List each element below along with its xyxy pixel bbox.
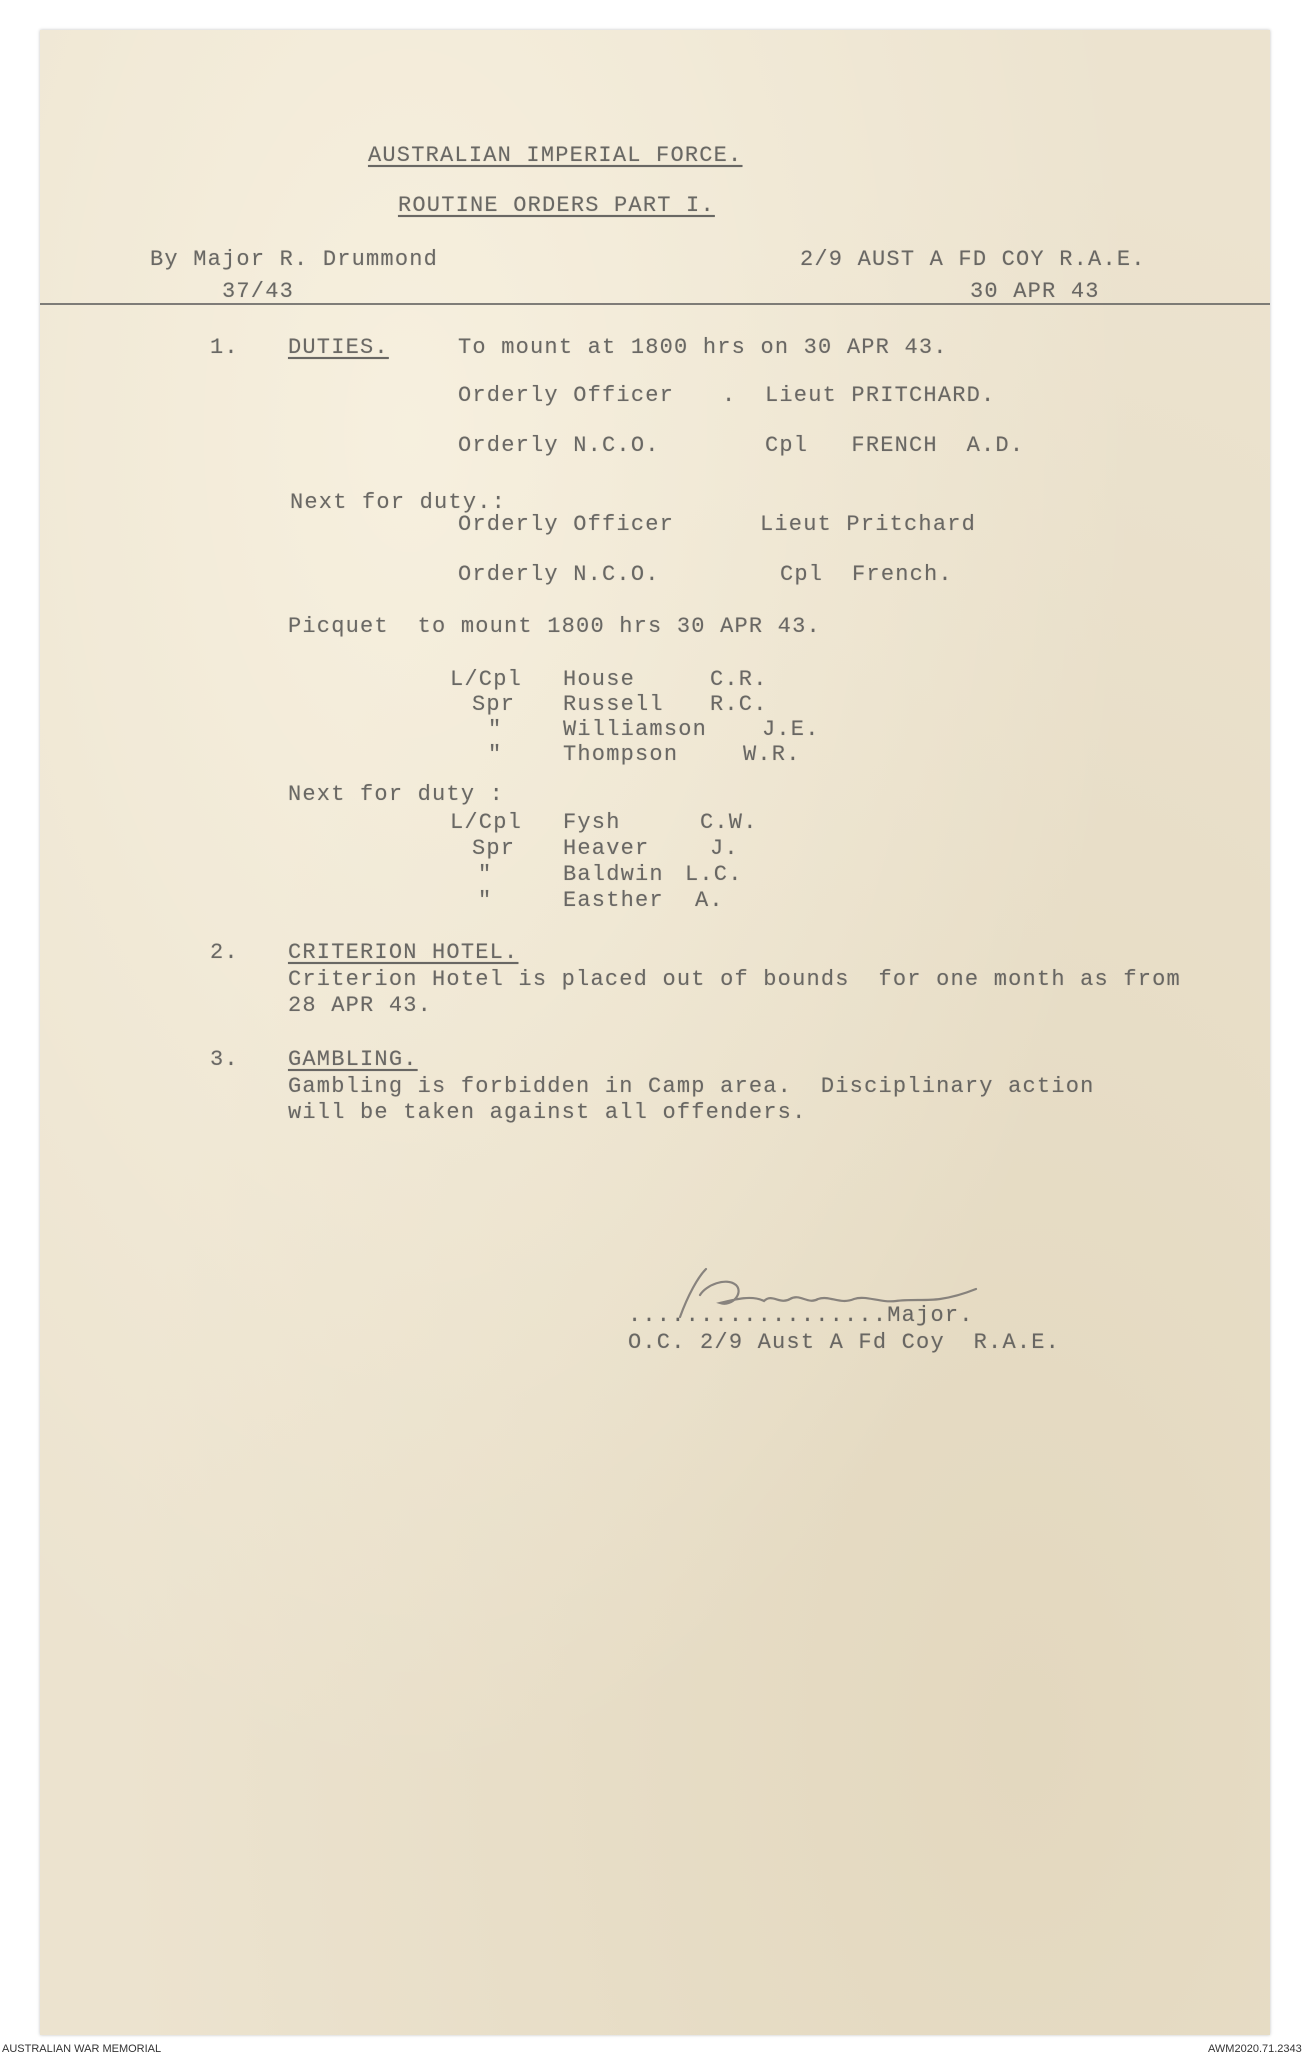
picquet-name: Williamson bbox=[563, 717, 708, 742]
picquet-next-initials: A. bbox=[695, 888, 724, 913]
picquet-next-name: Easther bbox=[563, 888, 664, 913]
picquet-initials: R.C. bbox=[710, 692, 768, 717]
picquet-next-rank: " bbox=[478, 862, 493, 887]
item1-heading: DUTIES. bbox=[288, 335, 389, 360]
item1-intro: To mount at 1800 hrs on 30 APR 43. bbox=[458, 335, 948, 360]
order-number: 37/43 bbox=[222, 279, 295, 304]
orderly-officer-separator: . bbox=[722, 383, 737, 408]
next-officer-label: Orderly Officer bbox=[458, 512, 675, 537]
signature-rank-line: ..................Major. bbox=[628, 1303, 974, 1328]
orderly-nco-value: Cpl FRENCH A.D. bbox=[765, 433, 1025, 458]
next-nco-label: Orderly N.C.O. bbox=[458, 562, 660, 587]
picquet-next-rank: L/Cpl bbox=[450, 810, 523, 835]
item3-number: 3. bbox=[210, 1047, 239, 1072]
footer-left: AUSTRALIAN WAR MEMORIAL bbox=[2, 2043, 162, 2055]
picquet-next-rank: Spr bbox=[472, 836, 516, 861]
picquet-next-name: Baldwin bbox=[563, 862, 664, 887]
picquet-next-initials: J. bbox=[710, 836, 739, 861]
document-subtitle: ROUTINE ORDERS PART I. bbox=[398, 193, 715, 218]
picquet-rank: " bbox=[488, 717, 503, 742]
item2-line2: 28 APR 43. bbox=[288, 993, 433, 1018]
item3-line2: will be taken against all offenders. bbox=[288, 1100, 807, 1125]
document-page bbox=[40, 30, 1270, 2035]
picquet-next-initials: L.C. bbox=[685, 862, 743, 887]
picquet-name: Thompson bbox=[563, 742, 679, 767]
picquet-rank: L/Cpl bbox=[450, 667, 523, 692]
picquet-name: Russell bbox=[563, 692, 664, 717]
picquet-initials: W.R. bbox=[743, 742, 801, 767]
signature-block: O.C. 2/9 Aust A Fd Coy R.A.E. bbox=[628, 1330, 1061, 1355]
picquet-next-rank: " bbox=[478, 888, 493, 913]
document-title: AUSTRALIAN IMPERIAL FORCE. bbox=[368, 143, 743, 168]
item3-line1: Gambling is forbidden in Camp area. Disciplinary action bbox=[288, 1074, 1095, 1099]
picquet-next-name: Fysh bbox=[563, 810, 621, 835]
unit-name: 2/9 AUST A FD COY R.A.E. bbox=[800, 247, 1146, 272]
issued-by: By Major R. Drummond bbox=[150, 247, 439, 272]
picquet-rank: " bbox=[488, 742, 503, 767]
picquet-next-name: Heaver bbox=[563, 836, 650, 861]
next-for-duty-label: Next for duty.: bbox=[290, 490, 507, 515]
item2-line1: Criterion Hotel is placed out of bounds for one month as from bbox=[288, 967, 1181, 992]
orderly-officer-label: Orderly Officer bbox=[458, 383, 675, 408]
item1-number: 1. bbox=[210, 335, 239, 360]
picquet-intro: Picquet to mount 1800 hrs 30 APR 43. bbox=[288, 614, 821, 639]
picquet-next-label: Next for duty : bbox=[288, 782, 505, 807]
picquet-next-initials: C.W. bbox=[700, 810, 758, 835]
footer-right: AWM2020.71.2343 bbox=[1208, 2043, 1302, 2055]
orderly-officer-value: Lieut PRITCHARD. bbox=[765, 383, 996, 408]
picquet-initials: C.R. bbox=[710, 667, 768, 692]
picquet-rank: Spr bbox=[472, 692, 516, 717]
picquet-initials: J.E. bbox=[762, 717, 820, 742]
orderly-nco-label: Orderly N.C.O. bbox=[458, 433, 660, 458]
header-divider bbox=[40, 303, 1270, 305]
next-nco-value: Cpl French. bbox=[780, 562, 953, 587]
next-officer-value: Lieut Pritchard bbox=[760, 512, 977, 537]
item2-heading: CRITERION HOTEL. bbox=[288, 940, 519, 965]
picquet-name: House bbox=[563, 667, 636, 692]
item2-number: 2. bbox=[210, 940, 239, 965]
order-date: 30 APR 43 bbox=[970, 279, 1100, 304]
item3-heading: GAMBLING. bbox=[288, 1047, 418, 1072]
